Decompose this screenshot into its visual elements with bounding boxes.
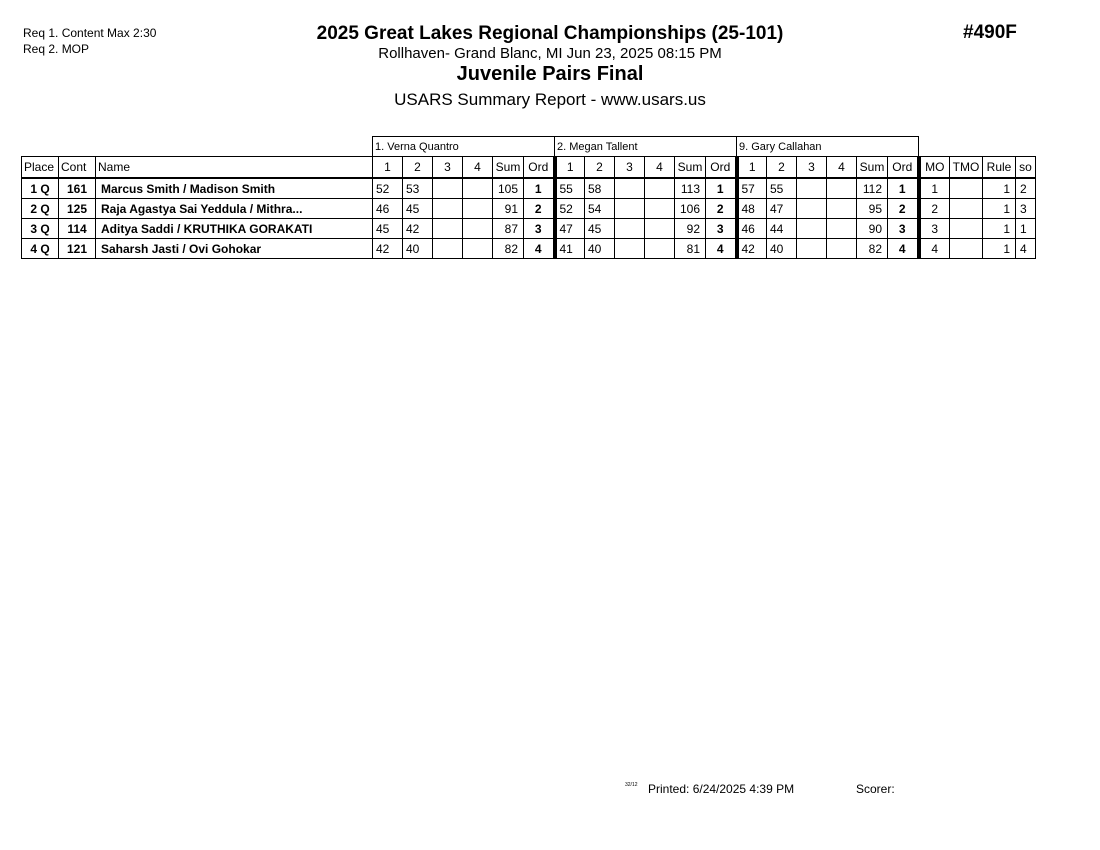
j3-sum: 95 bbox=[857, 199, 888, 219]
j3-score-4 bbox=[827, 178, 857, 199]
col-j1-1: 1 bbox=[373, 157, 403, 179]
j1-score-2: 45 bbox=[403, 199, 433, 219]
col-j2-1: 1 bbox=[555, 157, 585, 179]
scorer-label: Scorer: bbox=[856, 782, 895, 796]
col-j1-3: 3 bbox=[433, 157, 463, 179]
j1-score-4 bbox=[463, 199, 493, 219]
name-cell: Raja Agastya Sai Yeddula / Mithra... bbox=[96, 199, 373, 219]
j1-score-1: 46 bbox=[373, 199, 403, 219]
tmo-cell bbox=[950, 178, 983, 199]
cont-cell: 114 bbox=[59, 219, 96, 239]
j3-score-1: 48 bbox=[737, 199, 767, 219]
j2-score-4 bbox=[645, 178, 675, 199]
j3-sum: 112 bbox=[857, 178, 888, 199]
results-table bbox=[21, 136, 1036, 259]
j1-score-3 bbox=[433, 199, 463, 219]
mo-cell: 1 bbox=[919, 178, 950, 199]
col-j2-3: 3 bbox=[615, 157, 645, 179]
tmo-cell bbox=[950, 239, 983, 259]
j3-ord: 3 bbox=[888, 219, 919, 239]
col-rule: Rule bbox=[983, 157, 1016, 179]
j1-score-1: 52 bbox=[373, 178, 403, 199]
j1-sum: 82 bbox=[493, 239, 524, 259]
j3-score-1: 42 bbox=[737, 239, 767, 259]
requirements-list bbox=[23, 25, 156, 57]
j2-score-1: 52 bbox=[555, 199, 585, 219]
j3-score-4 bbox=[827, 239, 857, 259]
j2-score-2: 58 bbox=[585, 178, 615, 199]
col-j3-sum: Sum bbox=[857, 157, 888, 179]
location-date-line: Rollhaven- Grand Blanc, MI Jun 23, 2025 08:15 PM bbox=[378, 45, 722, 62]
j1-sum: 105 bbox=[493, 178, 524, 199]
judge-3-name: 9. Gary Callahan bbox=[737, 137, 919, 157]
requirement-2: Req 2. MOP bbox=[23, 42, 90, 56]
place-cell: 4 Q bbox=[22, 239, 59, 259]
cont-cell: 125 bbox=[59, 199, 96, 219]
rule-cell: 1 bbox=[983, 219, 1016, 239]
j2-sum: 81 bbox=[675, 239, 706, 259]
j2-sum: 113 bbox=[675, 178, 706, 199]
mo-cell: 3 bbox=[919, 219, 950, 239]
so-cell: 2 bbox=[1016, 178, 1036, 199]
tmo-cell bbox=[950, 199, 983, 219]
column-header-row bbox=[22, 157, 1036, 179]
footer-mark: 32/12 bbox=[625, 782, 638, 788]
j2-score-2: 45 bbox=[585, 219, 615, 239]
j3-ord: 1 bbox=[888, 178, 919, 199]
j1-score-2: 40 bbox=[403, 239, 433, 259]
j1-score-3 bbox=[433, 219, 463, 239]
col-so: so bbox=[1016, 157, 1036, 179]
j1-score-1: 45 bbox=[373, 219, 403, 239]
so-cell: 4 bbox=[1016, 239, 1036, 259]
col-name: Name bbox=[96, 157, 373, 179]
event-number: #490F bbox=[963, 22, 1017, 43]
col-j3-ord: Ord bbox=[888, 157, 919, 179]
j2-score-3 bbox=[615, 219, 645, 239]
col-j3-4: 4 bbox=[827, 157, 857, 179]
j2-sum: 106 bbox=[675, 199, 706, 219]
j3-sum: 90 bbox=[857, 219, 888, 239]
j2-score-1: 41 bbox=[555, 239, 585, 259]
judge-header-row bbox=[22, 137, 1036, 157]
printed-timestamp: Printed: 6/24/2025 4:39 PM bbox=[648, 782, 795, 796]
j1-sum: 91 bbox=[493, 199, 524, 219]
j2-ord: 3 bbox=[706, 219, 737, 239]
j1-sum: 87 bbox=[493, 219, 524, 239]
j1-score-4 bbox=[463, 239, 493, 259]
j3-ord: 4 bbox=[888, 239, 919, 259]
table-row bbox=[22, 178, 1036, 199]
col-tmo: TMO bbox=[950, 157, 983, 179]
j3-score-1: 57 bbox=[737, 178, 767, 199]
j1-score-3 bbox=[433, 178, 463, 199]
col-j2-ord: Ord bbox=[706, 157, 737, 179]
table-row bbox=[22, 199, 1036, 219]
name-cell: Marcus Smith / Madison Smith bbox=[96, 178, 373, 199]
col-j3-3: 3 bbox=[797, 157, 827, 179]
j1-score-1: 42 bbox=[373, 239, 403, 259]
judge-header-spacer bbox=[22, 137, 373, 157]
so-cell: 1 bbox=[1016, 219, 1036, 239]
col-place: Place bbox=[22, 157, 59, 179]
j3-score-2: 55 bbox=[767, 178, 797, 199]
j1-score-2: 53 bbox=[403, 178, 433, 199]
j1-ord: 2 bbox=[524, 199, 555, 219]
table-row bbox=[22, 239, 1036, 259]
rule-cell: 1 bbox=[983, 199, 1016, 219]
j1-ord: 1 bbox=[524, 178, 555, 199]
j3-ord: 2 bbox=[888, 199, 919, 219]
j3-score-2: 47 bbox=[767, 199, 797, 219]
col-cont: Cont bbox=[59, 157, 96, 179]
rule-cell: 1 bbox=[983, 239, 1016, 259]
col-j2-sum: Sum bbox=[675, 157, 706, 179]
j2-ord: 4 bbox=[706, 239, 737, 259]
place-cell: 2 Q bbox=[22, 199, 59, 219]
col-j3-1: 1 bbox=[737, 157, 767, 179]
j3-score-4 bbox=[827, 199, 857, 219]
j3-score-3 bbox=[797, 199, 827, 219]
j3-sum: 82 bbox=[857, 239, 888, 259]
event-name: Juvenile Pairs Final bbox=[456, 63, 644, 85]
mo-cell: 4 bbox=[919, 239, 950, 259]
j2-sum: 92 bbox=[675, 219, 706, 239]
j2-score-3 bbox=[615, 199, 645, 219]
competition-title: 2025 Great Lakes Regional Championships (25-101) bbox=[316, 23, 784, 44]
j2-score-4 bbox=[645, 239, 675, 259]
so-cell: 3 bbox=[1016, 199, 1036, 219]
cont-cell: 161 bbox=[59, 178, 96, 199]
place-cell: 1 Q bbox=[22, 178, 59, 199]
j2-score-2: 40 bbox=[585, 239, 615, 259]
tmo-cell bbox=[950, 219, 983, 239]
j2-score-4 bbox=[645, 199, 675, 219]
table-row bbox=[22, 219, 1036, 239]
name-cell: Saharsh Jasti / Ovi Gohokar bbox=[96, 239, 373, 259]
j1-ord: 4 bbox=[524, 239, 555, 259]
judge-header-spacer-right bbox=[919, 137, 1036, 157]
j3-score-3 bbox=[797, 178, 827, 199]
col-mo: MO bbox=[919, 157, 950, 179]
place-cell: 3 Q bbox=[22, 219, 59, 239]
col-j2-4: 4 bbox=[645, 157, 675, 179]
j2-ord: 1 bbox=[706, 178, 737, 199]
col-j2-2: 2 bbox=[585, 157, 615, 179]
j3-score-2: 40 bbox=[767, 239, 797, 259]
j1-score-3 bbox=[433, 239, 463, 259]
mo-cell: 2 bbox=[919, 199, 950, 219]
j3-score-2: 44 bbox=[767, 219, 797, 239]
col-j1-ord: Ord bbox=[524, 157, 555, 179]
name-cell: Aditya Saddi / KRUTHIKA GORAKATI bbox=[96, 219, 373, 239]
j2-score-1: 47 bbox=[555, 219, 585, 239]
judge-1-name: 1. Verna Quantro bbox=[373, 137, 555, 157]
j2-score-2: 54 bbox=[585, 199, 615, 219]
j2-score-1: 55 bbox=[555, 178, 585, 199]
rule-cell: 1 bbox=[983, 178, 1016, 199]
j3-score-3 bbox=[797, 239, 827, 259]
j3-score-1: 46 bbox=[737, 219, 767, 239]
j1-score-4 bbox=[463, 219, 493, 239]
col-j1-4: 4 bbox=[463, 157, 493, 179]
col-j1-sum: Sum bbox=[493, 157, 524, 179]
j1-score-2: 42 bbox=[403, 219, 433, 239]
j2-score-4 bbox=[645, 219, 675, 239]
col-j1-2: 2 bbox=[403, 157, 433, 179]
j3-score-4 bbox=[827, 219, 857, 239]
judge-2-name: 2. Megan Tallent bbox=[555, 137, 737, 157]
j3-score-3 bbox=[797, 219, 827, 239]
j2-score-3 bbox=[615, 178, 645, 199]
j1-ord: 3 bbox=[524, 219, 555, 239]
j2-score-3 bbox=[615, 239, 645, 259]
j2-ord: 2 bbox=[706, 199, 737, 219]
report-name: USARS Summary Report - www.usars.us bbox=[394, 90, 706, 109]
j1-score-4 bbox=[463, 178, 493, 199]
requirement-1: Req 1. Content Max 2:30 bbox=[23, 26, 157, 40]
col-j3-2: 2 bbox=[767, 157, 797, 179]
cont-cell: 121 bbox=[59, 239, 96, 259]
